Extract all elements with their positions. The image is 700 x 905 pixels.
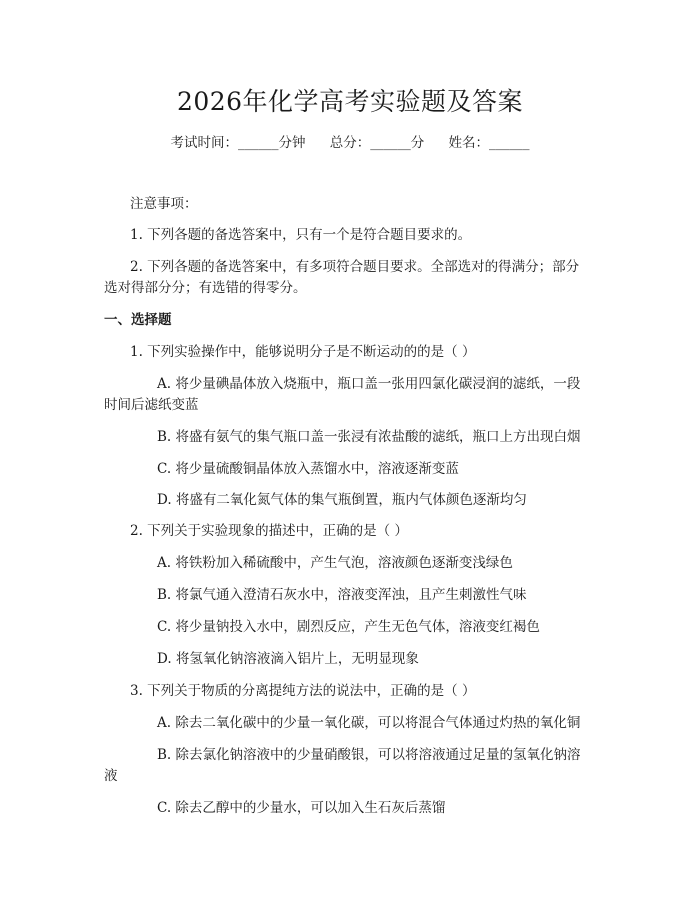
exam-time: 考试时间：______分钟 xyxy=(170,135,306,151)
question-3-option-b-line-2: 液 xyxy=(104,768,118,784)
question-3-option-c: C. 除去乙醇中的少量水，可以加入生石灰后蒸馏 xyxy=(157,800,446,816)
question-2-stem: 2. 下列关于实验现象的描述中，正确的是（ ） xyxy=(130,523,408,539)
question-1-option-a-line-1: A. 将少量碘晶体放入烧瓶中，瓶口盖一张用四氯化碳浸润的滤纸，一段 xyxy=(157,376,581,392)
exam-score: 总分：______分 xyxy=(329,135,425,151)
question-1-option-a-line-2: 时间后滤纸变蓝 xyxy=(104,397,199,413)
question-3-option-b-line-1: B. 除去氯化钠溶液中的少量硝酸银，可以将溶液通过足量的氢氧化钠溶 xyxy=(157,747,581,763)
question-2-option-c: C. 将少量钠投入水中，剧烈反应，产生无色气体，溶液变红褐色 xyxy=(157,619,540,635)
question-2-option-b: B. 将氯气通入澄清石灰水中，溶液变浑浊，且产生刺激性气味 xyxy=(157,587,527,603)
question-1-option-c: C. 将少量硫酸铜晶体放入蒸馏水中，溶液逐渐变蓝 xyxy=(157,461,459,477)
question-1-option-d: D. 将盛有二氧化氮气体的集气瓶倒置，瓶内气体颜色逐渐均匀 xyxy=(157,492,527,508)
notice-item-1: 1. 下列各题的备选答案中，只有一个是符合题目要求的。 xyxy=(130,227,472,243)
exam-meta xyxy=(0,131,700,151)
student-name: 姓名：______ xyxy=(448,135,530,151)
section-heading-choice: 一、选择题 xyxy=(104,312,172,328)
notice-item-2-line-2: 选对得部分分；有选错的得零分。 xyxy=(104,280,307,296)
question-2-option-d: D. 将氢氧化钠溶液滴入铝片上，无明显现象 xyxy=(157,651,419,667)
question-1-option-b: B. 将盛有氨气的集气瓶口盖一张浸有浓盐酸的滤纸，瓶口上方出现白烟 xyxy=(157,429,581,445)
question-3-option-a: A. 除去二氧化碳中的少量一氧化碳，可以将混合气体通过灼热的氧化铜 xyxy=(157,715,581,731)
question-1-stem: 1. 下列实验操作中，能够说明分子是不断运动的的是（ ） xyxy=(130,344,476,360)
notice-item-2-line-1: 2. 下列各题的备选答案中，有多项符合题目要求。全部选对的得满分；部分 xyxy=(130,259,580,275)
question-3-stem: 3. 下列关于物质的分离提纯方法的说法中，正确的是（ ） xyxy=(130,683,476,699)
question-2-option-a: A. 将铁粉加入稀硫酸中，产生气泡，溶液颜色逐渐变浅绿色 xyxy=(157,555,513,571)
page-title: 2026年化学高考实验题及答案 xyxy=(176,87,524,116)
notice-heading: 注意事项： xyxy=(130,196,198,212)
